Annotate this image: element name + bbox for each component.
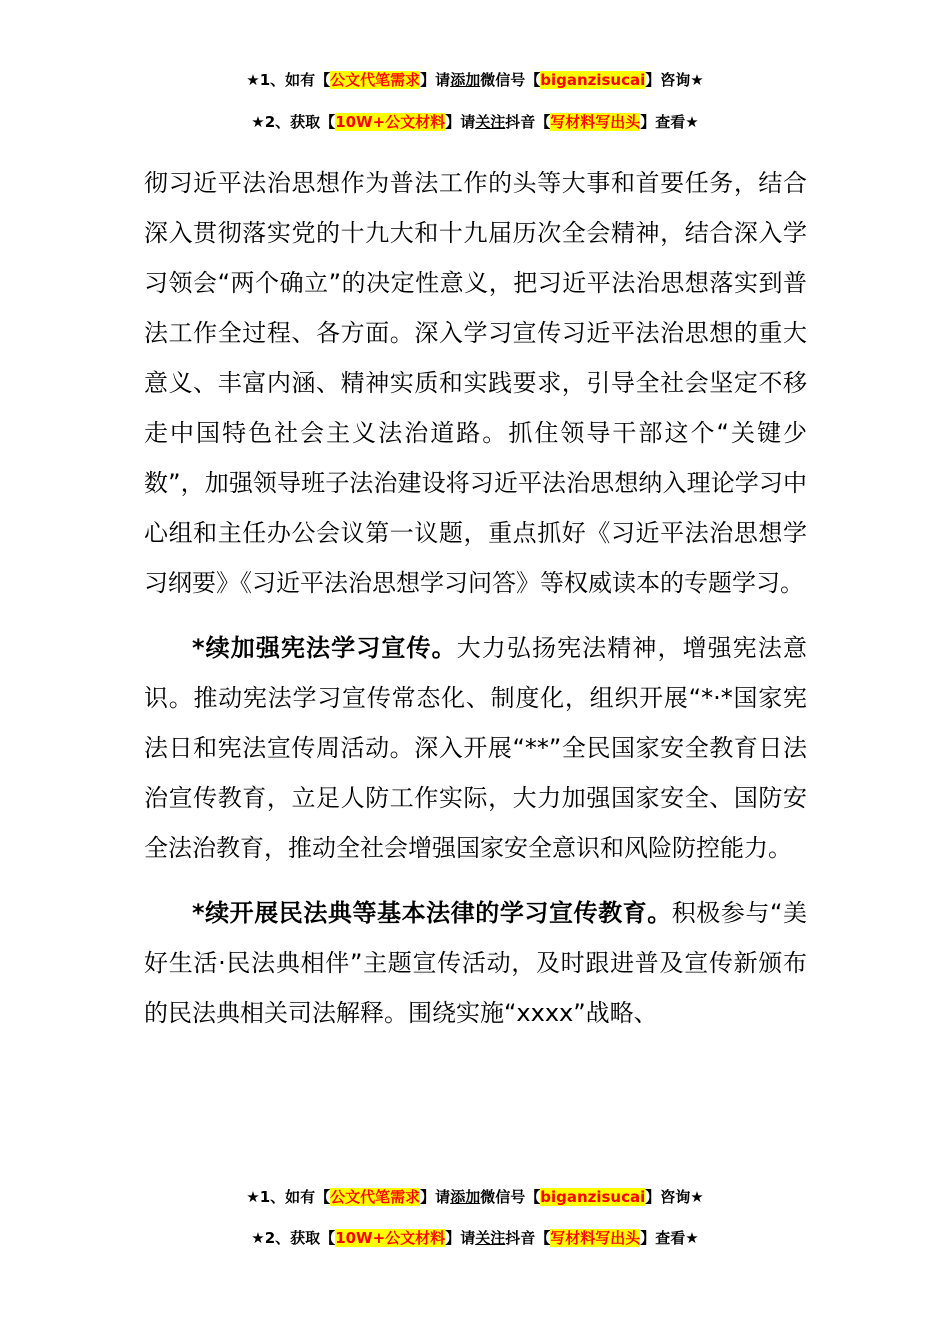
banner-text: 】请 <box>445 1229 476 1247</box>
banner-underline: 添加 <box>450 71 481 89</box>
banner-text: 】咨询★ <box>645 71 704 89</box>
banner-text: 】请 <box>445 113 476 131</box>
banner-text: 】咨询★ <box>645 1188 704 1206</box>
paragraph-1: 彻习近平法治思想作为普法工作的头等大事和首要任务，结合深入贯彻落实党的十九大和十九届历次全会精神，结合深入学习领会“两个确立”的决定性意义，把习近平法治思想落实到普法工作全过程、各方面。深入学习宣传习近平法治思想的重大意义、丰富内涵、精神实质和实践要求，引导全社会坚定不移走中国特色社会主义法治道路。抓住领导干部这个“关键少数”，加强领导班子法治建设将习近平法治思想纳入理论学习中心组和主任办公会议第一议题，重点抓好《习近平法治思想学习纲要》《习近平法治思想学习问答》等权威读本的专题学习。 <box>144 169 807 597</box>
paragraph-3-text: 积极参与“美好生活·民法典相伴”主题宣传活动，及时跟进普及宣传新颁布的民法典相关司法解释。围绕实施“xxxx”战略、 <box>144 899 807 1027</box>
banner-text: 】请 <box>420 71 451 89</box>
banner-text: 】查看★ <box>640 1229 699 1247</box>
banner-text: 微信号【 <box>480 1188 541 1206</box>
top-banner-line-1 <box>0 70 950 90</box>
banner-text: 微信号【 <box>480 71 541 89</box>
top-banner-line-2 <box>0 112 950 132</box>
banner-text: 抖音【 <box>505 113 551 131</box>
paragraph-3-heading: *续开展民法典等基本法律的学习宣传教育。 <box>192 899 672 927</box>
document-body <box>144 158 807 1038</box>
banner-text: ★2、获取【 <box>251 1229 336 1247</box>
banner-highlight: 写材料写出头 <box>550 1229 641 1247</box>
banner-highlight: 公文代笔需求 <box>330 71 421 89</box>
banner-highlight: 10W+公文材料 <box>335 1229 446 1247</box>
banner-text: 】查看★ <box>640 113 699 131</box>
banner-highlight: biganzisucai <box>540 71 646 89</box>
paragraph-2-text: 大力弘扬宪法精神，增强宪法意识。推动宪法学习宣传常态化、制度化，组织开展“*·*国家宪法日和宪法宣传周活动。深入开展“**”全民国家安全教育日法治宣传教育，立足人防工作实际，大力加强国家安全、国防安全法治教育，推动全社会增强国家安全意识和风险防控能力。 <box>144 634 807 862</box>
paragraph-2-heading: *续加强宪法学习宣传。 <box>192 634 457 662</box>
bottom-banner-line-2 <box>0 1228 950 1248</box>
banner-highlight: 公文代笔需求 <box>330 1188 421 1206</box>
banner-underline: 关注 <box>475 1229 506 1247</box>
banner-text: ★1、如有【 <box>246 71 331 89</box>
bottom-banner-line-1 <box>0 1187 950 1207</box>
banner-text: 抖音【 <box>505 1229 551 1247</box>
banner-text: ★2、获取【 <box>251 113 336 131</box>
banner-underline: 添加 <box>450 1188 481 1206</box>
paragraph-3 <box>144 888 807 1038</box>
banner-highlight: 写材料写出头 <box>550 113 641 131</box>
banner-text: 】请 <box>420 1188 451 1206</box>
banner-highlight: biganzisucai <box>540 1188 646 1206</box>
banner-highlight: 10W+公文材料 <box>335 113 446 131</box>
banner-text: ★1、如有【 <box>246 1188 331 1206</box>
banner-underline: 关注 <box>475 113 506 131</box>
paragraph-2 <box>144 623 807 873</box>
